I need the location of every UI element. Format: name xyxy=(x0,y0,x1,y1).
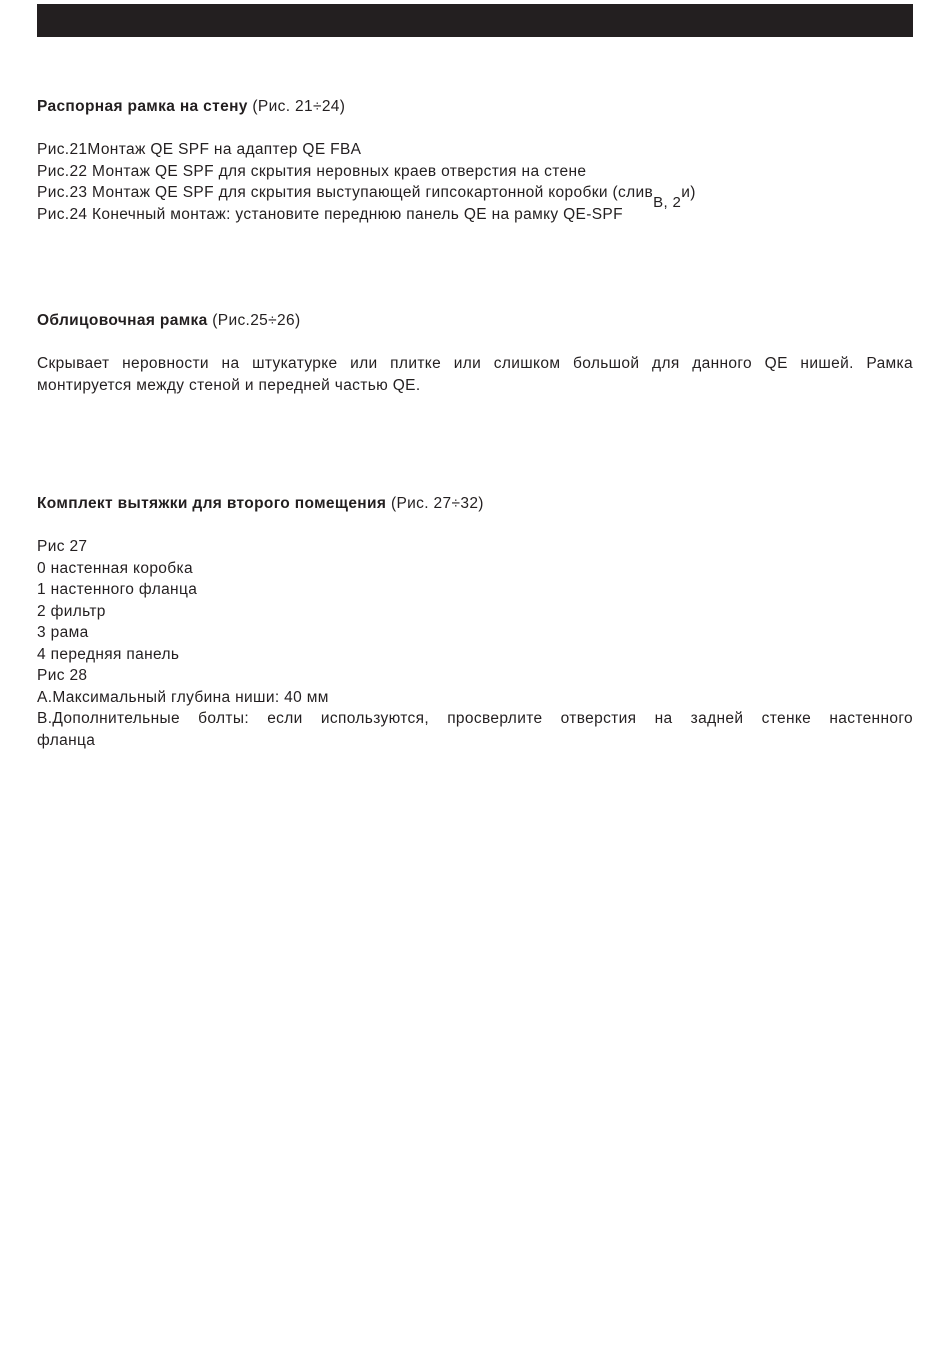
document-body xyxy=(37,96,913,751)
section2-heading-title: Облицовочная рамка xyxy=(37,312,208,329)
section1-heading-ref: (Рис. 21÷24) xyxy=(247,98,346,115)
section1-item: Рис.22 Монтаж QE SPF для скрытия неровных краев отверстия на стене xyxy=(37,162,587,180)
section1-item: Рис.24 Конечный монтаж: установите переднюю панель QE на рамку QE-SPF xyxy=(37,205,623,223)
section1-item xyxy=(37,182,913,211)
section3-item: Рис 27 xyxy=(37,538,88,555)
section1-item3-sub: В, 2 xyxy=(653,194,682,211)
section3-item: 3 рама xyxy=(37,624,89,641)
section1-item: Рис.21Монтаж QE SPF на адаптер QE FBA xyxy=(37,141,362,158)
section3-item: Рис 28 xyxy=(37,667,88,684)
section1-item3-tail: и) xyxy=(681,184,696,201)
section1-heading xyxy=(37,96,913,118)
section3-item: 4 передняя панель xyxy=(37,645,180,663)
section3-heading xyxy=(37,493,913,515)
section2-heading-ref: (Рис.25÷26) xyxy=(207,312,301,329)
section3-heading-ref: (Рис. 27÷32) xyxy=(386,495,484,512)
section3-item: 1 настенного фланца xyxy=(37,581,198,598)
header-bar xyxy=(37,4,913,37)
section2-heading xyxy=(37,310,913,332)
section2-paragraph-line1: Скрывает неровности на штукатурке или плитке или слишком большой для данного QE нишей. Рамка xyxy=(37,355,913,372)
section1-heading-title: Распорная рамка на стену xyxy=(37,98,248,115)
section3-heading-title: Комплект вытяжки для второго помещения xyxy=(37,495,387,512)
section3-last-line2: фланца xyxy=(37,731,96,749)
section1-item3-text: Рис.23 Монтаж QE SPF для скрытия выступающей гипсокартонной коробки (слив xyxy=(37,184,654,201)
section3-item: 2 фильтр xyxy=(37,602,106,620)
section3-last-line1: B.Дополнительные болты: если используются, просверлите отверстия на задней стенке настенного xyxy=(37,710,913,727)
section2-paragraph-line2: монтируется между стеной и передней частью QE. xyxy=(37,376,421,394)
section3-item: 0 настенная коробка xyxy=(37,559,193,577)
section3-item: A.Максимальный глубина ниши: 40 мм xyxy=(37,688,329,706)
